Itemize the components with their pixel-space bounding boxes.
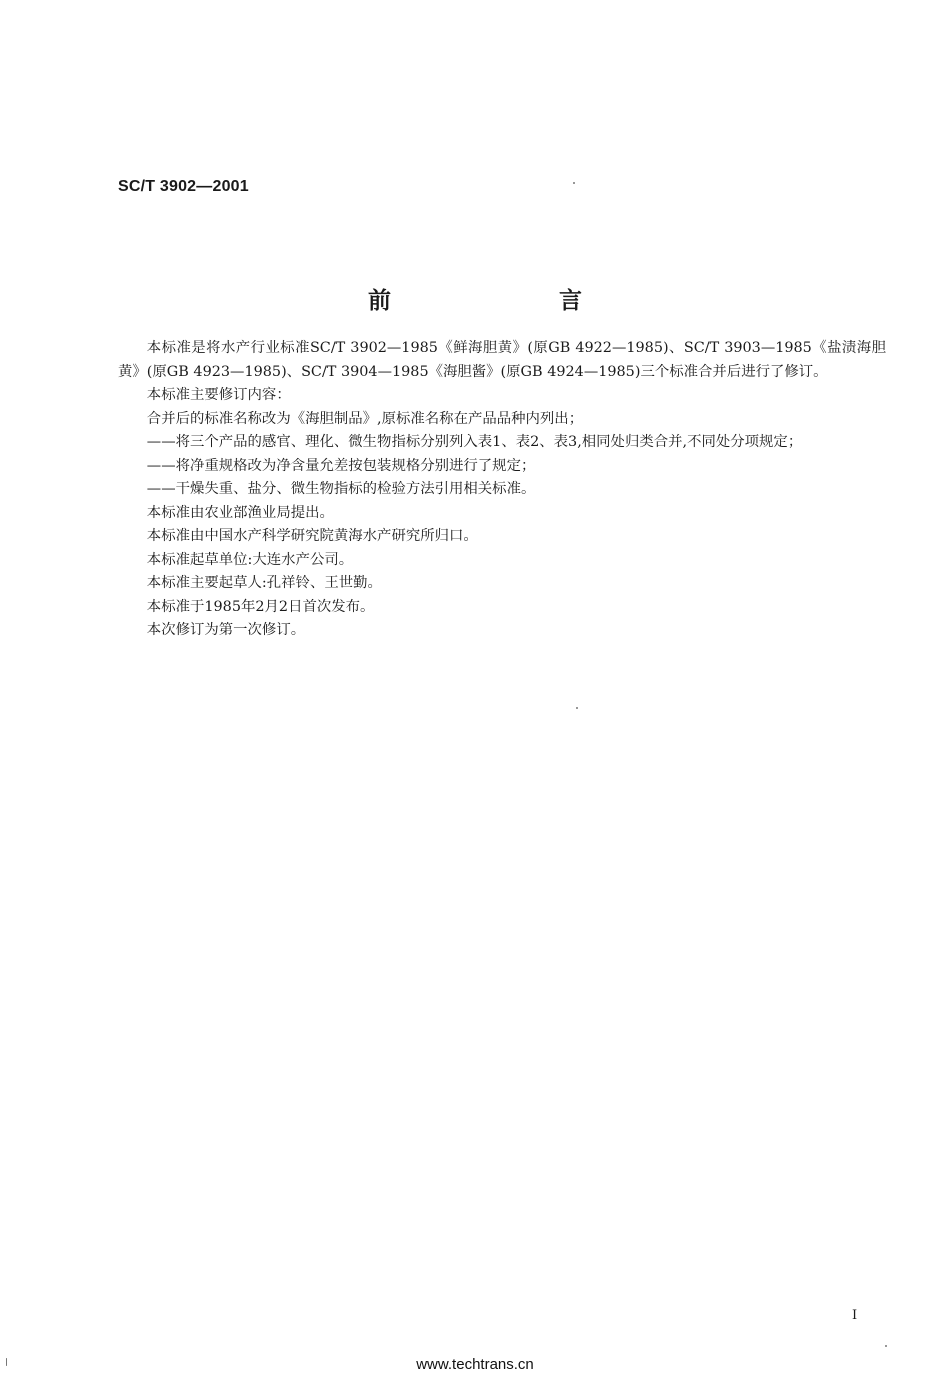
paragraph-centralized: 本标准由中国水产科学研究院黄海水产研究所归口。 [146,528,478,544]
paragraph-revision-intro: 本标准主要修订内容： [146,387,291,403]
scan-speck [573,182,575,184]
paragraph-proposer: 本标准由农业部渔业局提出。 [146,504,334,521]
paragraph-revision-count: 本次修订为第一次修订。 [146,622,306,638]
paragraph-drafters: 本标准主要起草人:孔祥铃、王世勤。 [146,575,382,591]
paragraph-first-release: 本标准于1985年2月2日首次发布。 [146,598,375,615]
foreword-body [118,337,886,643]
paragraph-name-change: 合并后的标准名称改为《海胆制品》,原标准名称在产品品种内列出； [146,410,584,427]
scan-speck [6,1358,7,1366]
paragraph-indicators: ——将三个产品的感官、理化、微生物指标分别列入表1、表2、表3,相同处归类合并,不同处分项规定； [146,434,803,450]
standard-code: SC/T 3902—2001 [118,178,249,195]
scan-speck [885,1345,887,1347]
paragraph-test-methods: ——干燥失重、盐分、微生物指标的检验方法引用相关标准。 [146,481,536,497]
page-title: 前 言 [367,288,662,314]
paragraph-net-content: ——将净重规格改为净含量允差按包装规格分别进行了规定； [146,457,536,474]
scan-speck [576,707,578,709]
footer-url[interactable]: www.techtrans.cn [416,1356,534,1373]
page-number: I [852,1308,858,1323]
paragraph-scope: 本标准是将水产行业标准SC/T 3902—1985《鲜海胆黄》(原GB 4922—1985)、SC/T 3903—1985《盐渍海胆黄》(原GB 4923—1985)、SC/T 3904—1985《海胆酱》(原GB 4924—1985)三个标准合并后进行了修订。 [118,340,886,380]
paragraph-drafting-unit: 本标准起草单位:大连水产公司。 [146,551,354,568]
